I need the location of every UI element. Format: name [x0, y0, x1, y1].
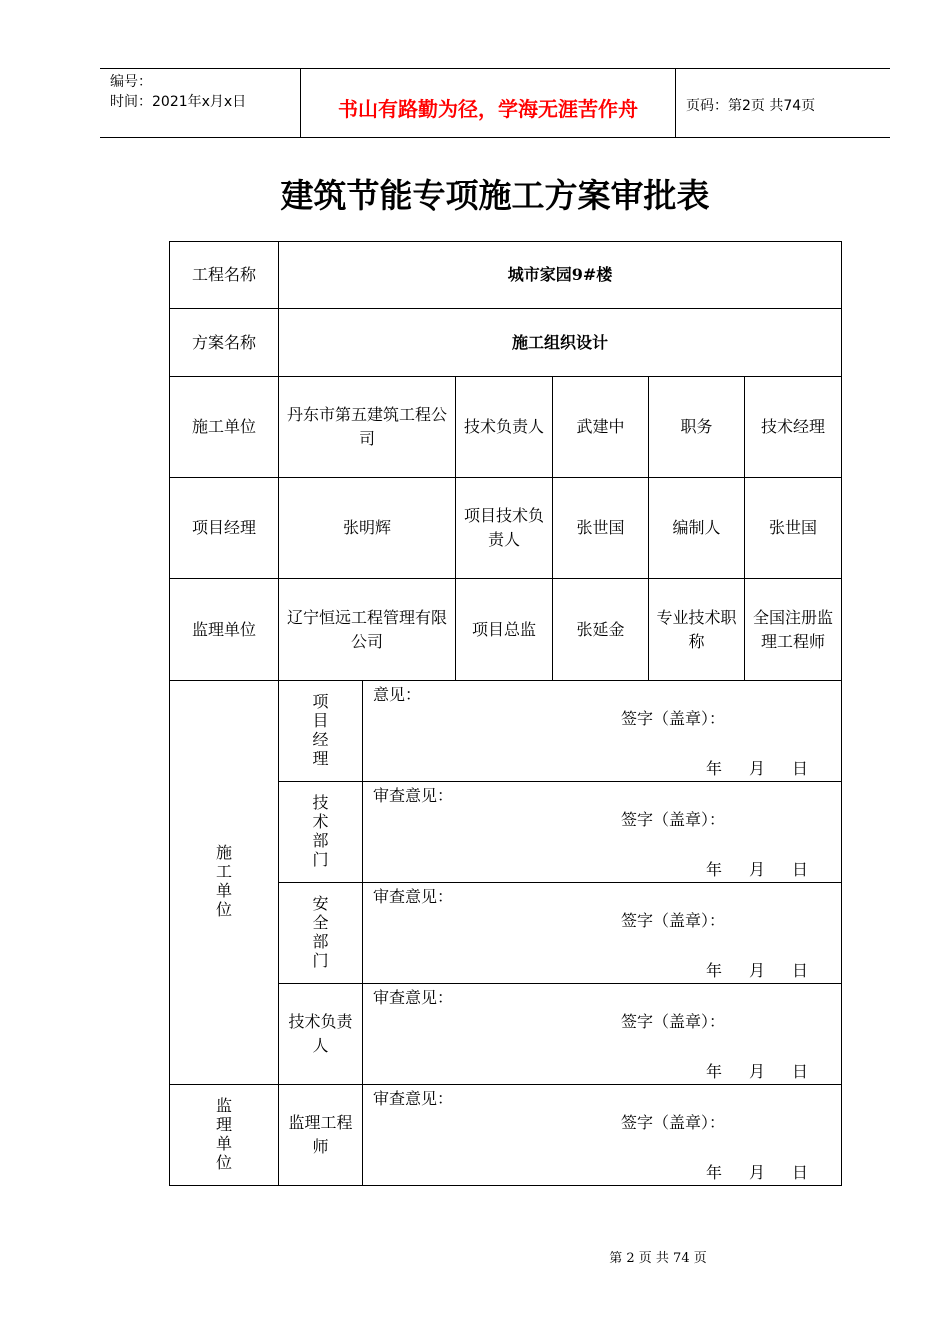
signature-label: 签字（盖章）： — [621, 1012, 726, 1031]
signature-label: 签字（盖章）： — [621, 709, 726, 728]
professional-title-label: 专业技术职称 — [649, 579, 745, 681]
code-label: 编号： — [110, 74, 152, 90]
project-tech-leader-label: 项目技术负责人 — [456, 478, 553, 579]
tech-leader-value: 武建中 — [553, 377, 649, 478]
signature-label: 签字（盖章）： — [621, 1113, 726, 1132]
table-row — [170, 579, 842, 681]
compiler-label: 编制人 — [649, 478, 745, 579]
scheme-name-value: 施工组织设计 — [279, 309, 842, 377]
construction-unit-value: 丹东市第五建筑工程公司 — [279, 377, 456, 478]
project-name-value: 城市家园9#楼 — [279, 242, 842, 309]
date-line: 年 月 日 — [706, 759, 809, 778]
opinion-role-project-manager: 项目经理 — [279, 681, 363, 782]
signature-label: 签字（盖章）： — [621, 911, 726, 930]
opinion-label: 审查意见： — [373, 1089, 454, 1108]
opinion-role-supervision-engineer: 监理工程师 — [279, 1085, 363, 1186]
supervision-unit-value: 辽宁恒远工程管理有限公司 — [279, 579, 456, 681]
page-header — [100, 68, 890, 138]
time-label: 时间：2021年x月x日 — [110, 94, 247, 110]
opinion-label: 意见： — [373, 685, 422, 704]
opinion-role-safety-dept: 安全部门 — [279, 883, 363, 984]
table-row — [170, 478, 842, 579]
compiler-value: 张世国 — [745, 478, 842, 579]
scheme-name-label: 方案名称 — [170, 309, 279, 377]
date-line: 年 月 日 — [706, 1163, 809, 1182]
chief-supervisor-value: 张延金 — [553, 579, 649, 681]
position-label: 职务 — [649, 377, 745, 478]
table-row — [170, 377, 842, 478]
construction-unit-label: 施工单位 — [170, 377, 279, 478]
header-motto-cell — [301, 69, 676, 137]
supervision-unit-group-label: 监理单位 — [170, 1085, 279, 1186]
opinion-cell[interactable] — [363, 681, 842, 782]
page-footer: 第 2 页 共 74 页 — [609, 1251, 707, 1266]
document-title: 建筑节能专项施工方案审批表 — [280, 176, 710, 215]
tech-leader-label: 技术负责人 — [456, 377, 553, 478]
professional-title-value: 全国注册监理工程师 — [745, 579, 842, 681]
project-tech-leader-value: 张世国 — [553, 478, 649, 579]
date-line: 年 月 日 — [706, 961, 809, 980]
opinion-cell[interactable] — [363, 984, 842, 1085]
table-row — [170, 309, 842, 377]
opinion-label: 审查意见： — [373, 887, 454, 906]
opinion-role-tech-leader: 技术负责人 — [279, 984, 363, 1085]
opinion-label: 审查意见： — [373, 988, 454, 1007]
page-number-label: 页码：第2页 共74页 — [686, 98, 816, 114]
opinion-row — [170, 1085, 842, 1186]
opinion-row — [170, 681, 842, 782]
approval-table — [169, 241, 842, 1186]
date-line: 年 月 日 — [706, 1062, 809, 1081]
opinion-cell[interactable] — [363, 1085, 842, 1186]
opinion-cell[interactable] — [363, 883, 842, 984]
chief-supervisor-label: 项目总监 — [456, 579, 553, 681]
construction-unit-group-label: 施工单位 — [170, 681, 279, 1085]
motto-text: 书山有路勤为径，学海无涯苦作舟 — [338, 97, 638, 121]
opinion-cell[interactable] — [363, 782, 842, 883]
supervision-unit-label: 监理单位 — [170, 579, 279, 681]
signature-label: 签字（盖章）： — [621, 810, 726, 829]
opinion-label: 审查意见： — [373, 786, 454, 805]
opinion-role-tech-dept: 技术部门 — [279, 782, 363, 883]
table-row — [170, 242, 842, 309]
position-value: 技术经理 — [745, 377, 842, 478]
header-page-cell — [676, 69, 890, 137]
header-left-cell — [100, 69, 301, 137]
project-manager-value: 张明辉 — [279, 478, 456, 579]
project-name-label: 工程名称 — [170, 242, 279, 309]
project-manager-label: 项目经理 — [170, 478, 279, 579]
date-line: 年 月 日 — [706, 860, 809, 879]
